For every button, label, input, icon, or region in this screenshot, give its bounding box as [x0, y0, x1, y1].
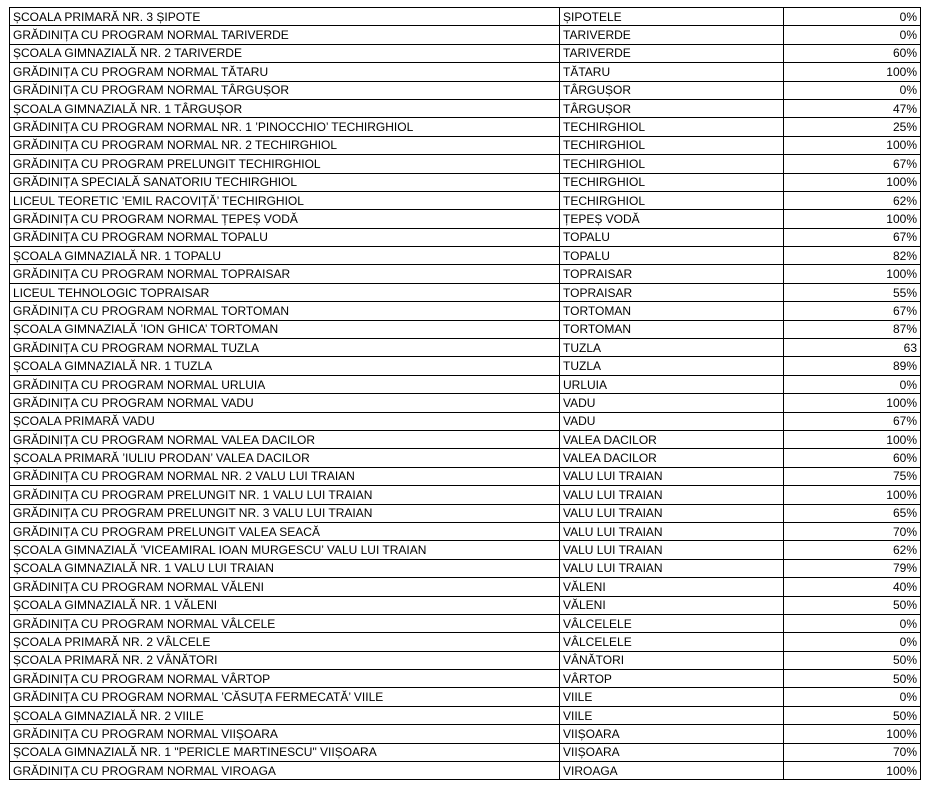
school-name-cell[interactable]: ȘCOALA PRIMARĂ NR. 2 VÂLCELE: [10, 633, 560, 651]
locality-cell[interactable]: VÂRTOP: [560, 670, 784, 688]
school-name-cell[interactable]: ȘCOALA GIMNAZIALĂ NR. 2 VIILE: [10, 706, 560, 724]
locality-cell[interactable]: TUZLA: [560, 339, 784, 357]
table-row: [10, 449, 921, 467]
locality-cell[interactable]: TOPRAISAR: [560, 283, 784, 301]
locality-cell[interactable]: TÂRGUȘOR: [560, 99, 784, 117]
table-row: [10, 504, 921, 522]
table-row: [10, 136, 921, 154]
table-row: [10, 357, 921, 375]
locality-cell[interactable]: VIIȘOARA: [560, 743, 784, 761]
table-row: [10, 614, 921, 632]
table-row: [10, 155, 921, 173]
percentage-cell[interactable]: 0%: [784, 26, 921, 44]
table-row: [10, 578, 921, 596]
locality-cell[interactable]: TECHIRGHIOL: [560, 173, 784, 191]
locality-cell[interactable]: VĂLENI: [560, 596, 784, 614]
percentage-cell[interactable]: 0%: [784, 688, 921, 706]
percentage-cell[interactable]: 100%: [784, 136, 921, 154]
school-name-cell[interactable]: GRĂDINIȚA CU PROGRAM PRELUNGIT NR. 1 VALU LUI TRAIAN: [10, 486, 560, 504]
percentage-cell[interactable]: 0%: [784, 81, 921, 99]
school-name-cell[interactable]: GRĂDINIȚA CU PROGRAM NORMAL TARIVERDE: [10, 26, 560, 44]
locality-cell[interactable]: VALEA DACILOR: [560, 449, 784, 467]
school-name-cell[interactable]: LICEUL TEORETIC ’EMIL RACOVIȚĂ’ TECHIRGHIOL: [10, 191, 560, 209]
table-row: [10, 725, 921, 743]
school-name-cell[interactable]: GRĂDINIȚA CU PROGRAM NORMAL VÂLCELE: [10, 614, 560, 632]
percentage-cell[interactable]: 0%: [784, 614, 921, 632]
table-row: [10, 228, 921, 246]
table-row: [10, 559, 921, 577]
percentage-cell[interactable]: 100%: [784, 63, 921, 81]
table-row: [10, 265, 921, 283]
table-row: [10, 191, 921, 209]
percentage-cell[interactable]: 100%: [784, 394, 921, 412]
school-name-cell[interactable]: GRĂDINIȚA CU PROGRAM PRELUNGIT VALEA SEACĂ: [10, 522, 560, 540]
table-row: [10, 706, 921, 724]
table-row: [10, 283, 921, 301]
school-name-cell[interactable]: GRĂDINIȚA CU PROGRAM NORMAL ’CĂSUȚA FERMECATĂ’ VIILE: [10, 688, 560, 706]
school-name-cell[interactable]: GRĂDINIȚA CU PROGRAM NORMAL VALEA DACILOR: [10, 430, 560, 448]
percentage-cell[interactable]: 40%: [784, 578, 921, 596]
table-row: [10, 670, 921, 688]
table-row: [10, 8, 921, 26]
school-name-cell[interactable]: GRĂDINIȚA CU PROGRAM NORMAL TĂTARU: [10, 63, 560, 81]
locality-cell[interactable]: VÂNĂTORI: [560, 651, 784, 669]
school-name-cell[interactable]: GRĂDINIȚA CU PROGRAM NORMAL NR. 2 TECHIRGHIOL: [10, 136, 560, 154]
table-row: [10, 44, 921, 62]
school-name-cell[interactable]: ȘCOALA GIMNAZIALĂ NR. 1 VALU LUI TRAIAN: [10, 559, 560, 577]
table-row: [10, 467, 921, 485]
percentage-cell[interactable]: 47%: [784, 99, 921, 117]
school-name-cell[interactable]: GRĂDINIȚA CU PROGRAM NORMAL TOPRAISAR: [10, 265, 560, 283]
locality-cell[interactable]: VIIȘOARA: [560, 725, 784, 743]
school-name-cell[interactable]: ȘCOALA GIMNAZIALĂ NR. 1 VĂLENI: [10, 596, 560, 614]
percentage-cell[interactable]: 50%: [784, 706, 921, 724]
school-name-cell[interactable]: GRĂDINIȚA CU PROGRAM PRELUNGIT NR. 3 VALU LUI TRAIAN: [10, 504, 560, 522]
table-row: [10, 522, 921, 540]
percentage-cell[interactable]: 82%: [784, 247, 921, 265]
locality-cell[interactable]: VIILE: [560, 688, 784, 706]
locality-cell[interactable]: TOPRAISAR: [560, 265, 784, 283]
locality-cell[interactable]: TOPALU: [560, 228, 784, 246]
table-row: [10, 633, 921, 651]
percentage-cell[interactable]: 100%: [784, 486, 921, 504]
locality-cell[interactable]: VADU: [560, 412, 784, 430]
school-name-cell[interactable]: ȘCOALA GIMNAZIALĂ NR. 1 "PERICLE MARTINESCU" VIIȘOARA: [10, 743, 560, 761]
table-row: [10, 651, 921, 669]
percentage-cell[interactable]: 0%: [784, 375, 921, 393]
table-row: [10, 430, 921, 448]
locality-cell[interactable]: TOPALU: [560, 247, 784, 265]
table-row: [10, 596, 921, 614]
percentage-cell[interactable]: 70%: [784, 743, 921, 761]
school-name-cell[interactable]: ȘCOALA PRIMARĂ ’IULIU PRODAN’ VALEA DACILOR: [10, 449, 560, 467]
locality-cell[interactable]: TÂRGUȘOR: [560, 81, 784, 99]
table-row: [10, 173, 921, 191]
table-row: [10, 412, 921, 430]
locality-cell[interactable]: URLUIA: [560, 375, 784, 393]
locality-cell[interactable]: TĂTARU: [560, 63, 784, 81]
school-name-cell[interactable]: GRĂDINIȚA CU PROGRAM NORMAL VÂRTOP: [10, 670, 560, 688]
locality-cell[interactable]: TECHIRGHIOL: [560, 191, 784, 209]
school-name-cell[interactable]: GRĂDINIȚA CU PROGRAM NORMAL TOPALU: [10, 228, 560, 246]
percentage-cell[interactable]: 62%: [784, 541, 921, 559]
percentage-cell[interactable]: 100%: [784, 725, 921, 743]
locality-cell[interactable]: VADU: [560, 394, 784, 412]
school-name-cell[interactable]: GRĂDINIȚA CU PROGRAM NORMAL NR. 1 ’PINOCCHIO’ TECHIRGHIOL: [10, 118, 560, 136]
percentage-cell[interactable]: 67%: [784, 412, 921, 430]
locality-cell[interactable]: TECHIRGHIOL: [560, 118, 784, 136]
percentage-cell[interactable]: 50%: [784, 670, 921, 688]
school-name-cell[interactable]: GRĂDINIȚA CU PROGRAM NORMAL VIIȘOARA: [10, 725, 560, 743]
locality-cell[interactable]: VALEA DACILOR: [560, 430, 784, 448]
locality-cell[interactable]: TORTOMAN: [560, 302, 784, 320]
locality-cell[interactable]: VALU LUI TRAIAN: [560, 522, 784, 540]
table-row: [10, 394, 921, 412]
school-name-cell[interactable]: LICEUL TEHNOLOGIC TOPRAISAR: [10, 283, 560, 301]
locality-cell[interactable]: TECHIRGHIOL: [560, 136, 784, 154]
locality-cell[interactable]: TARIVERDE: [560, 26, 784, 44]
percentage-cell[interactable]: 100%: [784, 430, 921, 448]
percentage-cell[interactable]: 100%: [784, 762, 921, 780]
school-name-cell[interactable]: GRĂDINIȚA CU PROGRAM PRELUNGIT TECHIRGHIOL: [10, 155, 560, 173]
school-name-cell[interactable]: ȘCOALA GIMNAZIALĂ ’VICEAMIRAL IOAN MURGESCU’ VALU LUI TRAIAN: [10, 541, 560, 559]
school-name-cell[interactable]: GRĂDINIȚA CU PROGRAM NORMAL ȚEPEȘ VODĂ: [10, 210, 560, 228]
table-row: [10, 339, 921, 357]
locality-cell[interactable]: ȚEPEȘ VODĂ: [560, 210, 784, 228]
school-name-cell[interactable]: ȘCOALA GIMNAZIALĂ ’ION GHICA’ TORTOMAN: [10, 320, 560, 338]
table-row: [10, 63, 921, 81]
table-row: [10, 375, 921, 393]
locality-cell[interactable]: VIILE: [560, 706, 784, 724]
percentage-cell[interactable]: 0%: [784, 633, 921, 651]
school-name-cell[interactable]: ȘCOALA GIMNAZIALĂ NR. 1 TOPALU: [10, 247, 560, 265]
locality-cell[interactable]: TECHIRGHIOL: [560, 155, 784, 173]
school-name-cell[interactable]: ȘCOALA GIMNAZIALĂ NR. 1 TÂRGUȘOR: [10, 99, 560, 117]
locality-cell[interactable]: TORTOMAN: [560, 320, 784, 338]
percentage-cell[interactable]: 89%: [784, 357, 921, 375]
table-row: [10, 486, 921, 504]
percentage-cell[interactable]: 75%: [784, 467, 921, 485]
school-name-cell[interactable]: GRĂDINIȚA CU PROGRAM NORMAL VADU: [10, 394, 560, 412]
percentage-cell[interactable]: 67%: [784, 302, 921, 320]
school-name-cell[interactable]: ȘCOALA PRIMARĂ VADU: [10, 412, 560, 430]
percentage-cell[interactable]: 50%: [784, 651, 921, 669]
school-name-cell[interactable]: GRĂDINIȚA CU PROGRAM NORMAL URLUIA: [10, 375, 560, 393]
school-name-cell[interactable]: GRĂDINIȚA CU PROGRAM NORMAL TORTOMAN: [10, 302, 560, 320]
percentage-cell[interactable]: 63: [784, 339, 921, 357]
table-row: [10, 247, 921, 265]
locality-cell[interactable]: VALU LUI TRAIAN: [560, 467, 784, 485]
percentage-cell[interactable]: 0%: [784, 8, 921, 26]
percentage-cell[interactable]: 55%: [784, 283, 921, 301]
percentage-cell[interactable]: 67%: [784, 155, 921, 173]
table-row: [10, 118, 921, 136]
table-row: [10, 743, 921, 761]
school-name-cell[interactable]: ȘCOALA GIMNAZIALĂ NR. 1 TUZLA: [10, 357, 560, 375]
percentage-cell[interactable]: 100%: [784, 265, 921, 283]
percentage-cell[interactable]: 25%: [784, 118, 921, 136]
table-row: [10, 762, 921, 780]
table-row: [10, 26, 921, 44]
table-row: [10, 81, 921, 99]
school-name-cell[interactable]: ȘCOALA PRIMARĂ NR. 2 VÂNĂTORI: [10, 651, 560, 669]
school-name-cell[interactable]: GRĂDINIȚA CU PROGRAM NORMAL TÂRGUȘOR: [10, 81, 560, 99]
locality-cell[interactable]: VALU LUI TRAIAN: [560, 486, 784, 504]
percentage-cell[interactable]: 65%: [784, 504, 921, 522]
table-row: [10, 210, 921, 228]
locality-cell[interactable]: VIROAGA: [560, 762, 784, 780]
percentage-cell[interactable]: 100%: [784, 173, 921, 191]
school-name-cell[interactable]: GRĂDINIȚA CU PROGRAM NORMAL VĂLENI: [10, 578, 560, 596]
locality-cell[interactable]: VÂLCELELE: [560, 614, 784, 632]
locality-cell[interactable]: VALU LUI TRAIAN: [560, 504, 784, 522]
school-name-cell[interactable]: ȘCOALA PRIMARĂ NR. 3 ȘIPOTE: [10, 8, 560, 26]
table-row: [10, 688, 921, 706]
table-row: [10, 541, 921, 559]
table-body: [10, 8, 921, 780]
percentage-cell[interactable]: 70%: [784, 522, 921, 540]
percentage-cell[interactable]: 79%: [784, 559, 921, 577]
school-name-cell[interactable]: GRĂDINIȚA CU PROGRAM NORMAL TUZLA: [10, 339, 560, 357]
locality-cell[interactable]: VALU LUI TRAIAN: [560, 541, 784, 559]
percentage-cell[interactable]: 60%: [784, 449, 921, 467]
locality-cell[interactable]: ȘIPOTELE: [560, 8, 784, 26]
locality-cell[interactable]: VÂLCELELE: [560, 633, 784, 651]
percentage-cell[interactable]: 50%: [784, 596, 921, 614]
locality-cell[interactable]: VĂLENI: [560, 578, 784, 596]
school-name-cell[interactable]: ȘCOALA GIMNAZIALĂ NR. 2 TARIVERDE: [10, 44, 560, 62]
percentage-cell[interactable]: 62%: [784, 191, 921, 209]
school-name-cell[interactable]: GRĂDINIȚA SPECIALĂ SANATORIU TECHIRGHIOL: [10, 173, 560, 191]
table-row: [10, 302, 921, 320]
locality-cell[interactable]: TARIVERDE: [560, 44, 784, 62]
school-name-cell[interactable]: GRĂDINIȚA CU PROGRAM NORMAL NR. 2 VALU LUI TRAIAN: [10, 467, 560, 485]
table-row: [10, 99, 921, 117]
school-name-cell[interactable]: GRĂDINIȚA CU PROGRAM NORMAL VIROAGA: [10, 762, 560, 780]
table-row: [10, 320, 921, 338]
percentage-cell[interactable]: 87%: [784, 320, 921, 338]
percentage-cell[interactable]: 60%: [784, 44, 921, 62]
locality-cell[interactable]: VALU LUI TRAIAN: [560, 559, 784, 577]
percentage-cell[interactable]: 100%: [784, 210, 921, 228]
percentage-cell[interactable]: 67%: [784, 228, 921, 246]
schools-table: [9, 7, 921, 780]
locality-cell[interactable]: TUZLA: [560, 357, 784, 375]
